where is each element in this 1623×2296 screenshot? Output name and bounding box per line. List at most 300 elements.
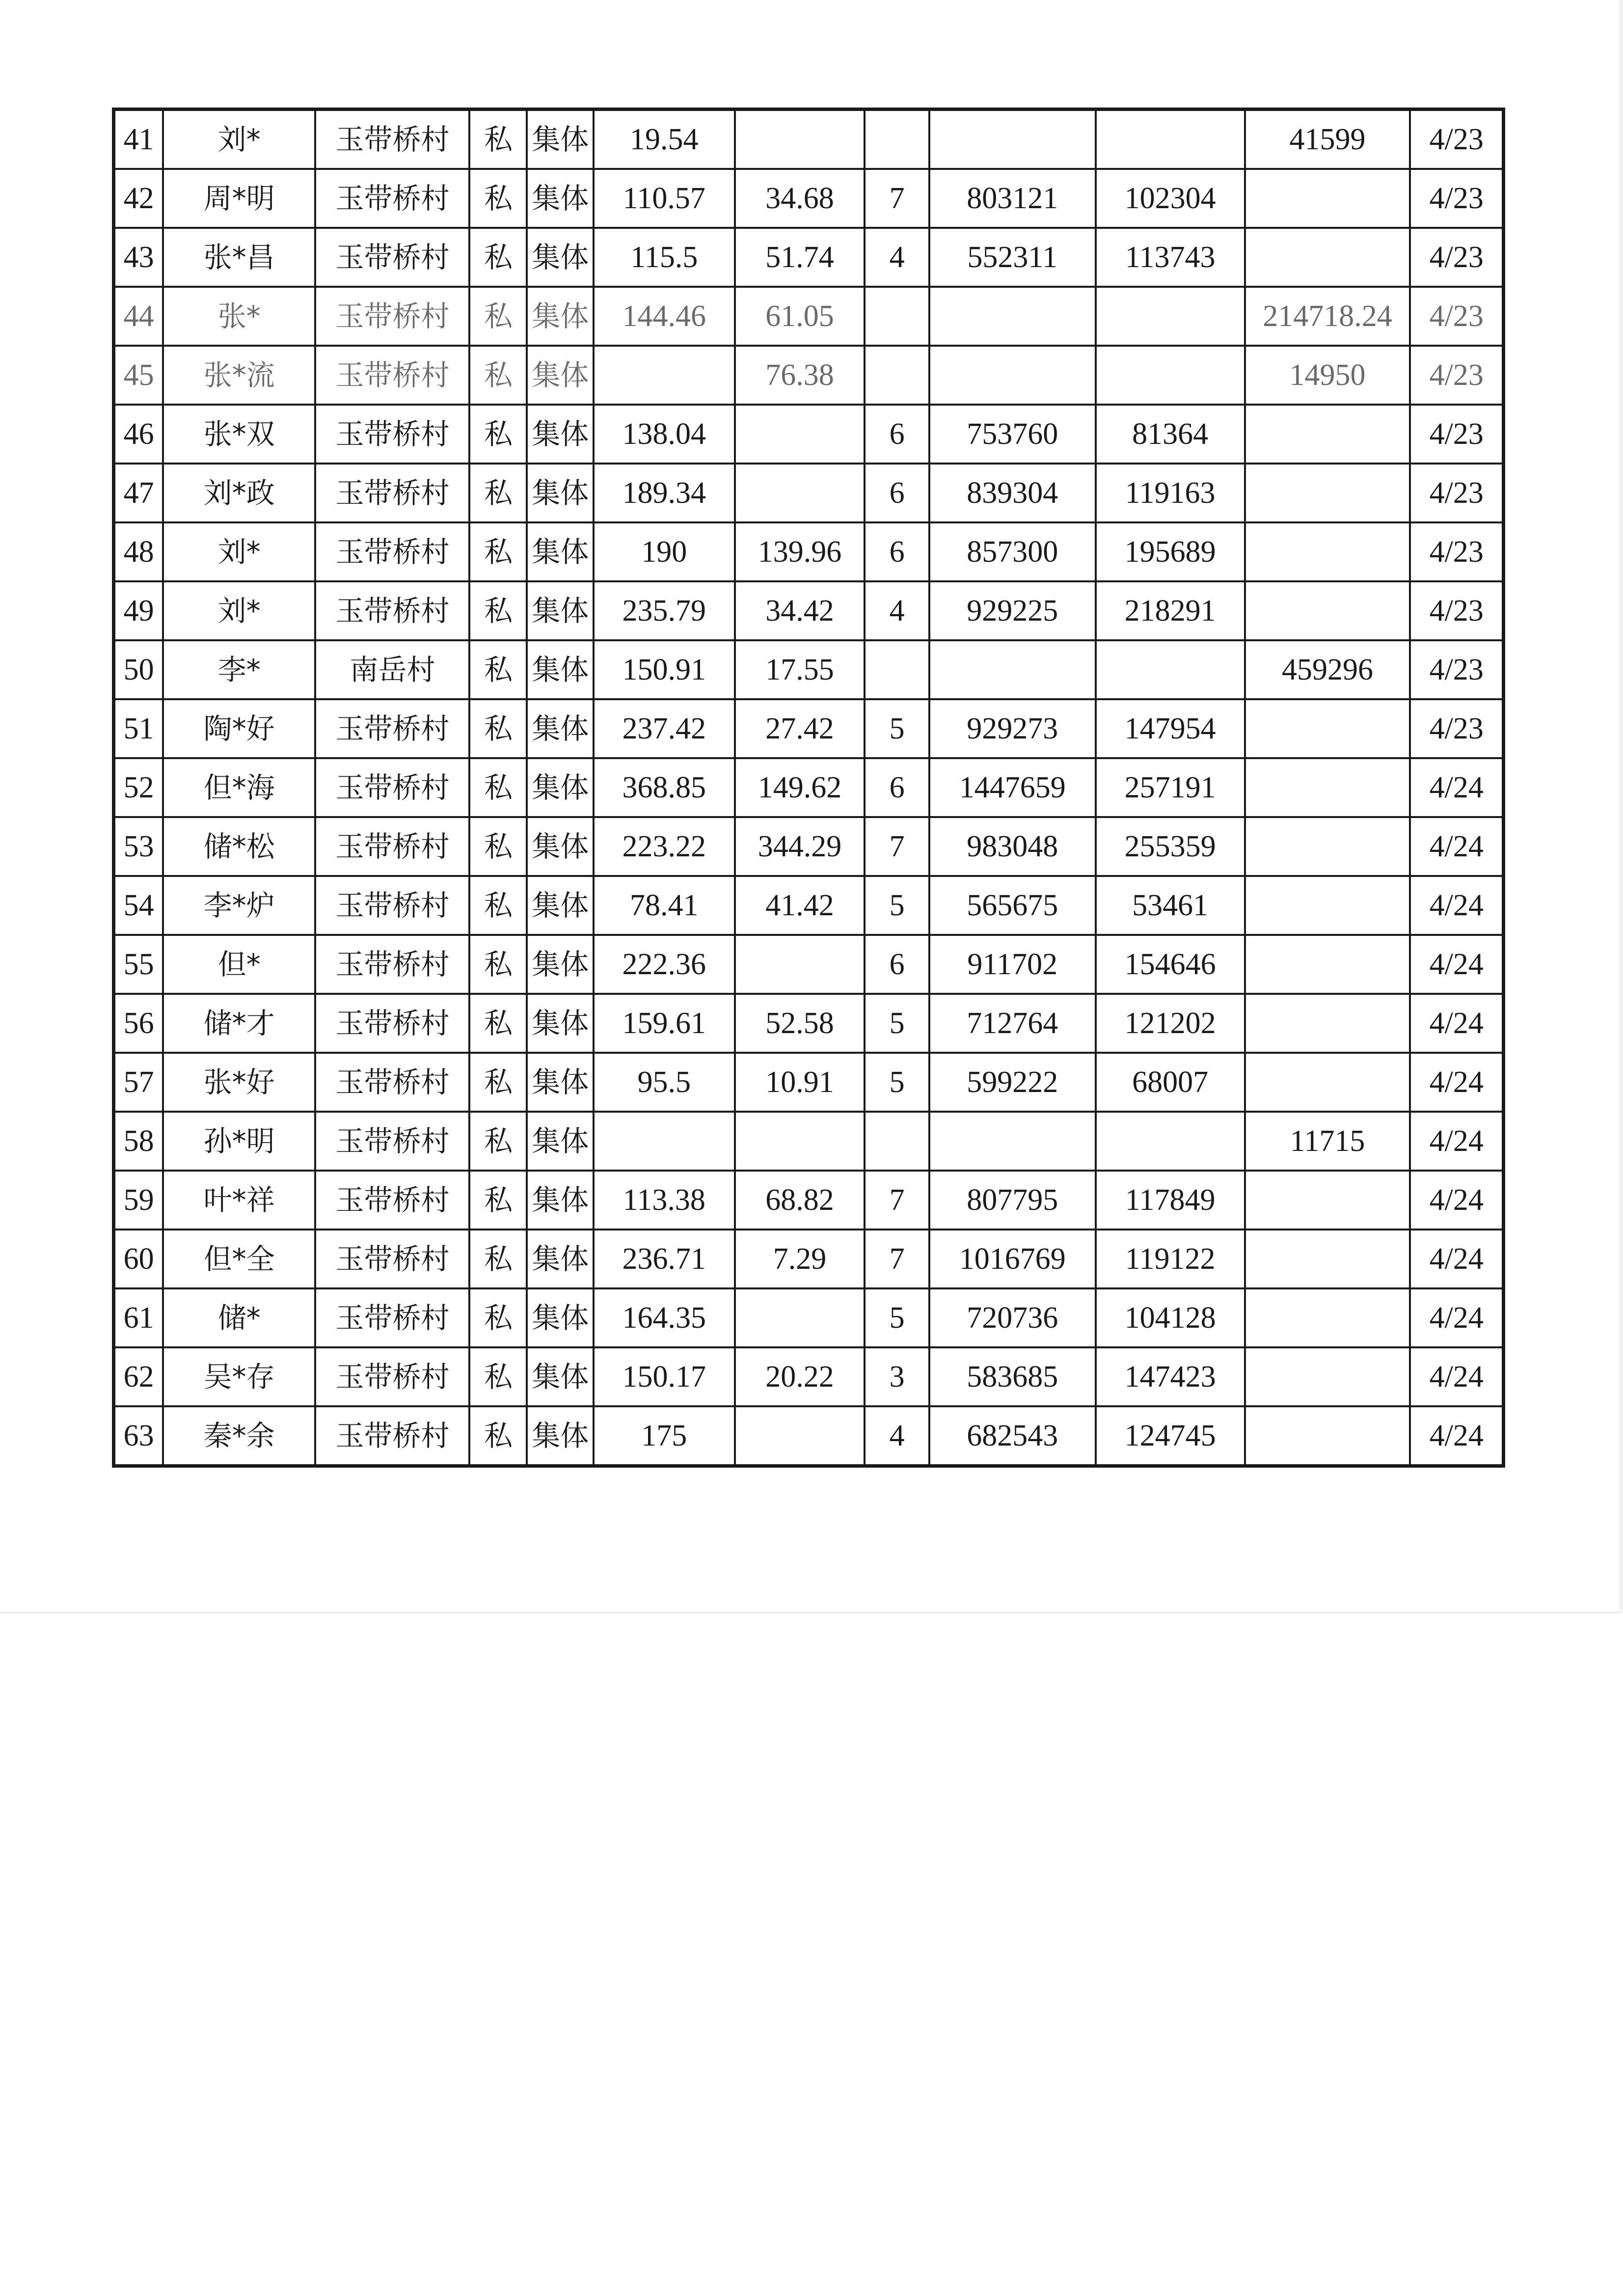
value-5-cell: 257191 [1096,758,1245,817]
value-3-cell: 6 [865,935,929,994]
village-name-cell: 玉带桥村 [315,1347,469,1406]
value-2-cell: 34.68 [735,169,865,228]
table-row [114,581,1504,640]
value-5-cell: 121202 [1096,994,1245,1053]
village-name-cell: 玉带桥村 [315,1288,469,1347]
value-5-cell: 81364 [1096,405,1245,464]
row-number-cell: 57 [114,1053,163,1112]
date-cell: 4/24 [1410,817,1503,876]
village-name-cell: 玉带桥村 [315,1053,469,1112]
property-type-cell: 私 [469,228,527,287]
value-5-cell [1096,287,1245,346]
value-6-cell [1245,228,1410,287]
value-5-cell: 102304 [1096,169,1245,228]
value-1-cell: 175 [594,1406,735,1466]
value-1-cell: 236.71 [594,1230,735,1288]
land-ownership-cell: 集体 [527,699,594,758]
property-type-cell: 私 [469,994,527,1053]
row-number-cell: 50 [114,640,163,699]
village-name-cell: 玉带桥村 [315,1230,469,1288]
value-1-cell: 144.46 [594,287,735,346]
table-row [114,1230,1504,1288]
compensation-table [112,108,1505,1468]
value-4-cell [929,1112,1096,1171]
page-edge-bottom [0,1612,1623,1613]
person-name-cell: 吴*存 [163,1347,315,1406]
value-5-cell: 147954 [1096,699,1245,758]
person-name-cell: 但*海 [163,758,315,817]
value-4-cell: 1447659 [929,758,1096,817]
row-number-cell: 61 [114,1288,163,1347]
property-type-cell: 私 [469,522,527,581]
row-number-cell: 52 [114,758,163,817]
property-type-cell: 私 [469,1171,527,1230]
value-3-cell: 4 [865,581,929,640]
row-number-cell: 53 [114,817,163,876]
date-cell: 4/23 [1410,287,1503,346]
value-1-cell: 95.5 [594,1053,735,1112]
value-3-cell: 4 [865,1406,929,1466]
value-2-cell: 20.22 [735,1347,865,1406]
value-5-cell: 68007 [1096,1053,1245,1112]
person-name-cell: 秦*余 [163,1406,315,1466]
land-ownership-cell: 集体 [527,935,594,994]
value-5-cell [1096,109,1245,169]
value-4-cell: 753760 [929,405,1096,464]
value-6-cell [1245,464,1410,522]
land-ownership-cell: 集体 [527,287,594,346]
value-1-cell: 19.54 [594,109,735,169]
value-2-cell: 34.42 [735,581,865,640]
table-row [114,522,1504,581]
property-type-cell: 私 [469,405,527,464]
property-type-cell: 私 [469,699,527,758]
value-1-cell: 189.34 [594,464,735,522]
table-row [114,287,1504,346]
village-name-cell: 南岳村 [315,640,469,699]
value-4-cell: 565675 [929,876,1096,935]
land-ownership-cell: 集体 [527,1406,594,1466]
table-row [114,405,1504,464]
land-ownership-cell: 集体 [527,1347,594,1406]
table-body [114,109,1504,1466]
village-name-cell: 玉带桥村 [315,169,469,228]
land-ownership-cell: 集体 [527,109,594,169]
value-4-cell: 807795 [929,1171,1096,1230]
value-5-cell: 147423 [1096,1347,1245,1406]
value-5-cell: 124745 [1096,1406,1245,1466]
row-number-cell: 45 [114,346,163,405]
value-6-cell [1245,522,1410,581]
person-name-cell: 刘* [163,522,315,581]
value-3-cell: 5 [865,994,929,1053]
row-number-cell: 47 [114,464,163,522]
value-3-cell: 3 [865,1347,929,1406]
value-5-cell: 195689 [1096,522,1245,581]
person-name-cell: 周*明 [163,169,315,228]
property-type-cell: 私 [469,758,527,817]
value-6-cell [1245,405,1410,464]
village-name-cell: 玉带桥村 [315,346,469,405]
value-6-cell [1245,758,1410,817]
row-number-cell: 55 [114,935,163,994]
land-ownership-cell: 集体 [527,758,594,817]
value-1-cell: 159.61 [594,994,735,1053]
value-3-cell [865,109,929,169]
value-2-cell [735,1288,865,1347]
row-number-cell: 63 [114,1406,163,1466]
value-2-cell: 149.62 [735,758,865,817]
value-5-cell [1096,1112,1245,1171]
property-type-cell: 私 [469,817,527,876]
value-3-cell: 6 [865,405,929,464]
value-6-cell [1245,1347,1410,1406]
person-name-cell: 但*全 [163,1230,315,1288]
property-type-cell: 私 [469,1288,527,1347]
value-1-cell: 190 [594,522,735,581]
table-row [114,1347,1504,1406]
value-6-cell: 459296 [1245,640,1410,699]
value-6-cell: 11715 [1245,1112,1410,1171]
value-3-cell: 5 [865,1053,929,1112]
value-6-cell [1245,1230,1410,1288]
property-type-cell: 私 [469,464,527,522]
value-2-cell: 17.55 [735,640,865,699]
date-cell: 4/24 [1410,1053,1503,1112]
property-type-cell: 私 [469,109,527,169]
row-number-cell: 46 [114,405,163,464]
value-4-cell: 911702 [929,935,1096,994]
value-3-cell: 7 [865,817,929,876]
value-6-cell [1245,1171,1410,1230]
value-5-cell [1096,346,1245,405]
table-row [114,876,1504,935]
table-row [114,346,1504,405]
row-number-cell: 49 [114,581,163,640]
row-number-cell: 56 [114,994,163,1053]
value-5-cell: 104128 [1096,1288,1245,1347]
village-name-cell: 玉带桥村 [315,1112,469,1171]
land-ownership-cell: 集体 [527,1112,594,1171]
value-5-cell: 117849 [1096,1171,1245,1230]
village-name-cell: 玉带桥村 [315,758,469,817]
person-name-cell: 张*双 [163,405,315,464]
table-row [114,758,1504,817]
value-3-cell [865,640,929,699]
property-type-cell: 私 [469,346,527,405]
value-6-cell [1245,169,1410,228]
person-name-cell: 李*炉 [163,876,315,935]
value-4-cell: 1016769 [929,1230,1096,1288]
value-2-cell: 27.42 [735,699,865,758]
row-number-cell: 62 [114,1347,163,1406]
date-cell: 4/24 [1410,1406,1503,1466]
value-2-cell: 41.42 [735,876,865,935]
value-3-cell: 7 [865,1171,929,1230]
village-name-cell: 玉带桥村 [315,876,469,935]
person-name-cell: 陶*好 [163,699,315,758]
property-type-cell: 私 [469,287,527,346]
table-row [114,699,1504,758]
land-ownership-cell: 集体 [527,1171,594,1230]
row-number-cell: 48 [114,522,163,581]
land-ownership-cell: 集体 [527,1230,594,1288]
village-name-cell: 玉带桥村 [315,109,469,169]
table-row [114,1171,1504,1230]
date-cell: 4/24 [1410,994,1503,1053]
value-5-cell [1096,640,1245,699]
value-2-cell [735,405,865,464]
value-6-cell [1245,1288,1410,1347]
row-number-cell: 44 [114,287,163,346]
date-cell: 4/23 [1410,699,1503,758]
value-4-cell [929,346,1096,405]
value-6-cell: 14950 [1245,346,1410,405]
value-6-cell [1245,994,1410,1053]
land-ownership-cell: 集体 [527,1288,594,1347]
property-type-cell: 私 [469,1347,527,1406]
date-cell: 4/24 [1410,1230,1503,1288]
value-5-cell: 53461 [1096,876,1245,935]
value-5-cell: 255359 [1096,817,1245,876]
value-4-cell: 720736 [929,1288,1096,1347]
value-6-cell [1245,699,1410,758]
date-cell: 4/23 [1410,405,1503,464]
row-number-cell: 59 [114,1171,163,1230]
value-2-cell: 344.29 [735,817,865,876]
property-type-cell: 私 [469,1230,527,1288]
value-1-cell: 150.17 [594,1347,735,1406]
value-1-cell: 78.41 [594,876,735,935]
value-1-cell: 113.38 [594,1171,735,1230]
date-cell: 4/23 [1410,522,1503,581]
table-row [114,109,1504,169]
value-4-cell: 929273 [929,699,1096,758]
value-6-cell: 214718.24 [1245,287,1410,346]
date-cell: 4/24 [1410,1288,1503,1347]
value-3-cell: 4 [865,228,929,287]
village-name-cell: 玉带桥村 [315,994,469,1053]
land-ownership-cell: 集体 [527,817,594,876]
person-name-cell: 叶*祥 [163,1171,315,1230]
village-name-cell: 玉带桥村 [315,1171,469,1230]
value-3-cell: 6 [865,464,929,522]
value-5-cell: 218291 [1096,581,1245,640]
land-ownership-cell: 集体 [527,640,594,699]
property-type-cell: 私 [469,581,527,640]
value-6-cell [1245,1406,1410,1466]
value-2-cell: 61.05 [735,287,865,346]
value-1-cell: 237.42 [594,699,735,758]
village-name-cell: 玉带桥村 [315,581,469,640]
date-cell: 4/24 [1410,1347,1503,1406]
person-name-cell: 张*好 [163,1053,315,1112]
person-name-cell: 张*流 [163,346,315,405]
village-name-cell: 玉带桥村 [315,287,469,346]
value-2-cell: 68.82 [735,1171,865,1230]
value-1-cell: 222.36 [594,935,735,994]
row-number-cell: 54 [114,876,163,935]
value-3-cell: 6 [865,522,929,581]
value-3-cell: 7 [865,169,929,228]
value-4-cell: 682543 [929,1406,1096,1466]
land-ownership-cell: 集体 [527,228,594,287]
value-4-cell: 857300 [929,522,1096,581]
value-1-cell: 138.04 [594,405,735,464]
land-ownership-cell: 集体 [527,581,594,640]
table-row [114,464,1504,522]
value-3-cell: 7 [865,1230,929,1288]
value-6-cell: 41599 [1245,109,1410,169]
value-1-cell: 235.79 [594,581,735,640]
value-2-cell [735,464,865,522]
table-row [114,169,1504,228]
table-row [114,994,1504,1053]
value-1-cell: 368.85 [594,758,735,817]
row-number-cell: 60 [114,1230,163,1288]
value-2-cell: 52.58 [735,994,865,1053]
person-name-cell: 储*松 [163,817,315,876]
page-edge-right [1619,0,1623,1613]
property-type-cell: 私 [469,1406,527,1466]
value-2-cell [735,1406,865,1466]
village-name-cell: 玉带桥村 [315,228,469,287]
value-6-cell [1245,876,1410,935]
value-1-cell [594,346,735,405]
property-type-cell: 私 [469,876,527,935]
value-5-cell: 113743 [1096,228,1245,287]
value-4-cell [929,109,1096,169]
person-name-cell: 储* [163,1288,315,1347]
land-ownership-cell: 集体 [527,405,594,464]
land-ownership-cell: 集体 [527,994,594,1053]
value-6-cell [1245,1053,1410,1112]
value-2-cell [735,1112,865,1171]
value-1-cell: 164.35 [594,1288,735,1347]
value-4-cell: 599222 [929,1053,1096,1112]
date-cell: 4/24 [1410,1112,1503,1171]
value-4-cell: 929225 [929,581,1096,640]
table-row [114,1288,1504,1347]
table-row [114,1112,1504,1171]
value-2-cell: 7.29 [735,1230,865,1288]
person-name-cell: 张* [163,287,315,346]
value-1-cell: 110.57 [594,169,735,228]
village-name-cell: 玉带桥村 [315,699,469,758]
table-row [114,1406,1504,1466]
person-name-cell: 张*昌 [163,228,315,287]
value-1-cell: 115.5 [594,228,735,287]
date-cell: 4/23 [1410,228,1503,287]
value-4-cell: 712764 [929,994,1096,1053]
value-4-cell [929,640,1096,699]
village-name-cell: 玉带桥村 [315,522,469,581]
land-ownership-cell: 集体 [527,464,594,522]
table-row [114,1053,1504,1112]
value-5-cell: 119122 [1096,1230,1245,1288]
person-name-cell: 刘* [163,581,315,640]
land-ownership-cell: 集体 [527,522,594,581]
date-cell: 4/24 [1410,758,1503,817]
value-2-cell [735,935,865,994]
value-3-cell [865,287,929,346]
date-cell: 4/24 [1410,1171,1503,1230]
row-number-cell: 41 [114,109,163,169]
land-ownership-cell: 集体 [527,1053,594,1112]
value-2-cell: 139.96 [735,522,865,581]
village-name-cell: 玉带桥村 [315,464,469,522]
value-3-cell: 6 [865,758,929,817]
date-cell: 4/23 [1410,581,1503,640]
table-row [114,935,1504,994]
land-ownership-cell: 集体 [527,169,594,228]
property-type-cell: 私 [469,640,527,699]
value-1-cell: 223.22 [594,817,735,876]
value-2-cell: 76.38 [735,346,865,405]
date-cell: 4/24 [1410,935,1503,994]
date-cell: 4/23 [1410,640,1503,699]
property-type-cell: 私 [469,1053,527,1112]
value-5-cell: 154646 [1096,935,1245,994]
person-name-cell: 但* [163,935,315,994]
village-name-cell: 玉带桥村 [315,405,469,464]
date-cell: 4/23 [1410,169,1503,228]
land-ownership-cell: 集体 [527,876,594,935]
value-6-cell [1245,817,1410,876]
value-5-cell: 119163 [1096,464,1245,522]
person-name-cell: 储*才 [163,994,315,1053]
property-type-cell: 私 [469,1112,527,1171]
row-number-cell: 43 [114,228,163,287]
row-number-cell: 58 [114,1112,163,1171]
table-row [114,817,1504,876]
value-3-cell: 5 [865,1288,929,1347]
table-row [114,228,1504,287]
value-2-cell [735,109,865,169]
value-3-cell: 5 [865,699,929,758]
value-3-cell: 5 [865,876,929,935]
row-number-cell: 51 [114,699,163,758]
land-ownership-cell: 集体 [527,346,594,405]
date-cell: 4/23 [1410,464,1503,522]
value-6-cell [1245,581,1410,640]
table-row [114,640,1504,699]
value-6-cell [1245,935,1410,994]
value-2-cell: 10.91 [735,1053,865,1112]
person-name-cell: 刘*政 [163,464,315,522]
value-4-cell: 583685 [929,1347,1096,1406]
person-name-cell: 李* [163,640,315,699]
value-3-cell [865,1112,929,1171]
value-4-cell: 552311 [929,228,1096,287]
village-name-cell: 玉带桥村 [315,817,469,876]
date-cell: 4/24 [1410,876,1503,935]
property-type-cell: 私 [469,169,527,228]
person-name-cell: 孙*明 [163,1112,315,1171]
value-4-cell: 983048 [929,817,1096,876]
value-1-cell: 150.91 [594,640,735,699]
village-name-cell: 玉带桥村 [315,1406,469,1466]
value-4-cell: 803121 [929,169,1096,228]
value-2-cell: 51.74 [735,228,865,287]
village-name-cell: 玉带桥村 [315,935,469,994]
value-4-cell: 839304 [929,464,1096,522]
property-type-cell: 私 [469,935,527,994]
value-4-cell [929,287,1096,346]
date-cell: 4/23 [1410,109,1503,169]
value-3-cell [865,346,929,405]
row-number-cell: 42 [114,169,163,228]
